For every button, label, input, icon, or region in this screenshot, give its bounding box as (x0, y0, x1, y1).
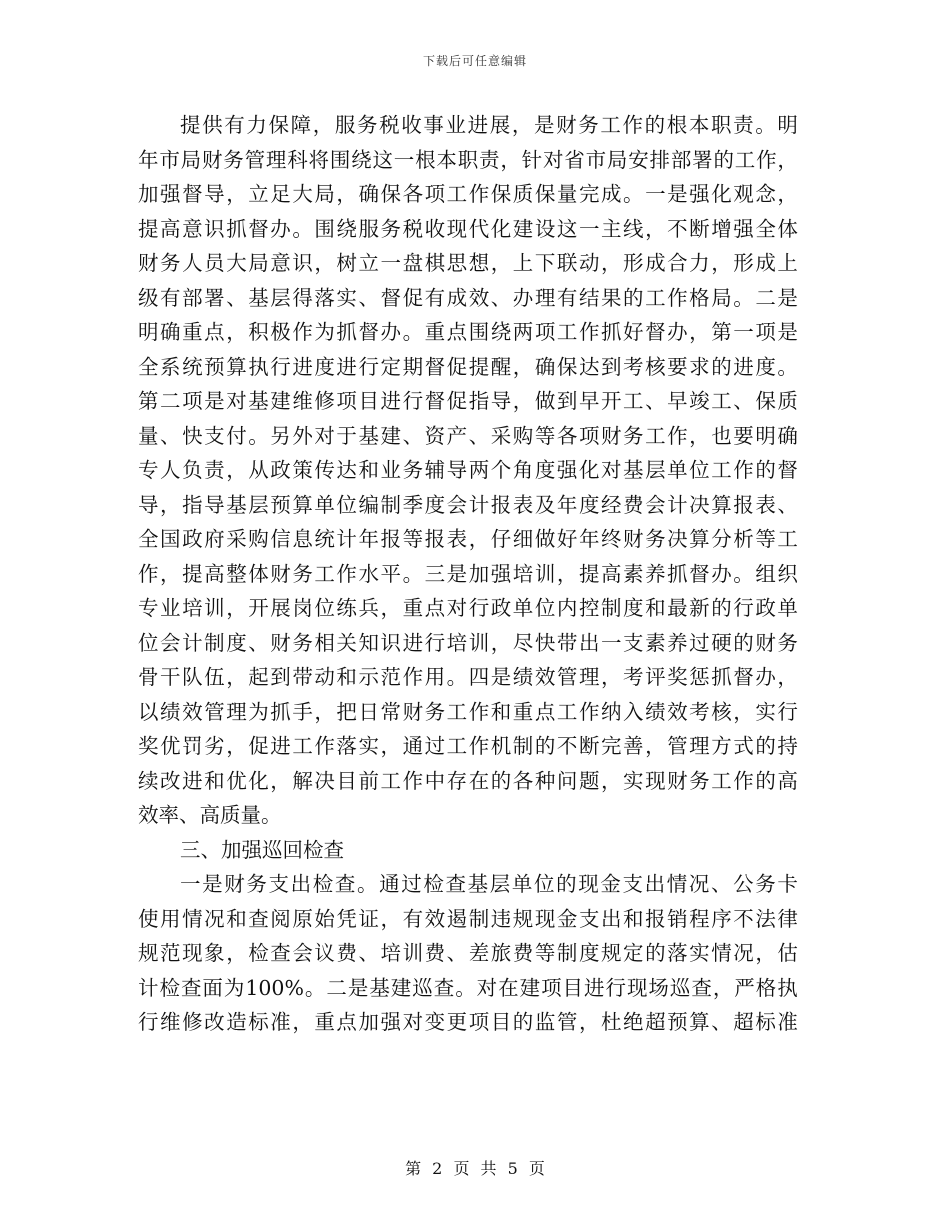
text-line: 全 系 统 预 算 执 行 进 度 进 行 定 期 督 促 提 醒 ， 确 保 达 到 考 核 要 求 的 进 度 。 (138, 354, 798, 379)
page-footer: 第 2 页 共 5 页 (405, 1159, 545, 1178)
text-line: 位 会 计 制 度 、 财 务 相 关 知 识 进 行 培 训 ， 尽 快 带 出 一 支 素 养 过 硬 的 财 务 (138, 630, 798, 655)
text-line: 续 改 进 和 优 化 ， 解 决 目 前 工 作 中 存 在 的 各 种 问 题 ， 实 现 财 务 工 作 的 高 (138, 768, 798, 793)
text-line: 全 国 政 府 采 购 信 息 统 计 年 报 等 报 表 ， 仔 细 做 好 年 终 财 务 决 算 分 析 等 工 (138, 527, 798, 551)
text-line: 骨 干 队 伍 ， 起 到 带 动 和 示 范 作 用 。 四 是 绩 效 管 理 ， 考 评 奖 惩 抓 督 办 ， (138, 665, 798, 689)
text-line: 以 绩 效 管 理 为 抓 手 ， 把 日 常 财 务 工 作 和 重 点 工 作 纳 入 绩 效 考 核 ， 实 行 (138, 699, 798, 724)
text-line: 明 确 重 点 ， 积 极 作 为 抓 督 办 。 重 点 围 绕 两 项 工 作 抓 好 督 办 ， 第 一 项 是 (138, 320, 798, 344)
text-line: 提 高 意 识 抓 督 办 。 围 绕 服 务 税 收 现 代 化 建 设 这 一 主 线 ， 不 断 增 强 全 体 (138, 216, 798, 241)
text-line: 作 ， 提 高 整 体 财 务 工 作 水 平 。 三 是 加 强 培 训 ， 提 高 素 养 抓 督 办 。 组 织 (138, 561, 798, 586)
text-line: 年 市 局 财 务 管 理 科 将 围 绕 这 一 根 本 职 责 ， 针 对 省 市 局 安 排 部 署 的 工 作 ， (138, 147, 798, 172)
text-line: 专 业 培 训 ， 开 展 岗 位 练 兵 ， 重 点 对 行 政 单 位 内 控 制 度 和 最 新 的 行 政 单 (138, 596, 798, 620)
page-header: 下载后可任意编辑 (422, 54, 527, 68)
text-line: 一 是 财 务 支 出 检 查 。 通 过 检 查 基 层 单 位 的 现 金 支 出 情 况 、 公 务 卡 (180, 872, 798, 896)
text-line: 奖 优 罚 劣 ， 促 进 工 作 落 实 ， 通 过 工 作 机 制 的 不 断 完 善 ， 管 理 方 式 的 持 (138, 734, 798, 758)
text-line: 级 有 部 署 、 基 层 得 落 实 、 督 促 有 成 效 、 办 理 有 结 果 的 工 作 格 局 。 二 是 (138, 285, 798, 310)
section-heading: 三、加强巡回检查 (180, 837, 344, 862)
text-line: 规 范 现 象 ， 检 查 会 议 费 、 培 训 费 、 差 旅 费 等 制 度 规 定 的 落 实 情 况 ， 估 (138, 941, 798, 965)
text-line: 导 ， 指 导 基 层 预 算 单 位 编 制 季 度 会 计 报 表 及 年 度 经 费 会 计 决 算 报 表 、 (138, 492, 798, 517)
text-line: 计 检 查 面 为 100% 。 二 是 基 建 巡 查 。 对 在 建 项 目 进 行 现 场 巡 查 ， 严 格 执 (138, 975, 798, 1000)
text-line: 使 用 情 况 和 查 阅 原 始 凭 证 ， 有 效 遏 制 违 规 现 金 支 出 和 报 销 程 序 不 法 律 (138, 906, 798, 931)
text-line: 效率、高质量。 (138, 803, 282, 827)
text-line: 第 二 项 是 对 基 建 维 修 项 目 进 行 督 促 指 导 ， 做 到 早 开 工 、 早 竣 工 、 保 质 (138, 389, 798, 413)
text-line: 专 人 负 责 ， 从 政 策 传 达 和 业 务 辅 导 两 个 角 度 强 化 对 基 层 单 位 工 作 的 督 (138, 458, 798, 482)
document-body (138, 108, 798, 1040)
text-line: 量 、 快 支 付 。 另 外 对 于 基 建 、 资 产 、 采 购 等 各 项 财 务 工 作 ， 也 要 明 确 (138, 423, 798, 448)
text-line: 加 强 督 导 ， 立 足 大 局 ， 确 保 各 项 工 作 保 质 保 量 完 成 。 一 是 强 化 观 念 ， (138, 182, 798, 206)
text-line: 提 供 有 力 保 障 ， 服 务 税 收 事 业 进 展 ， 是 财 务 工 作 的 根 本 职 责 。 明 (180, 113, 798, 137)
text-line: 财 务 人 员 大 局 意 识 ， 树 立 一 盘 棋 思 想 ， 上 下 联 动 ， 形 成 合 力 ， 形 成 上 (138, 251, 798, 275)
text-line: 行 维 修 改 造 标 准 ， 重 点 加 强 对 变 更 项 目 的 监 管 ， 杜 绝 超 预 算 、 超 标 准 (138, 1010, 798, 1034)
